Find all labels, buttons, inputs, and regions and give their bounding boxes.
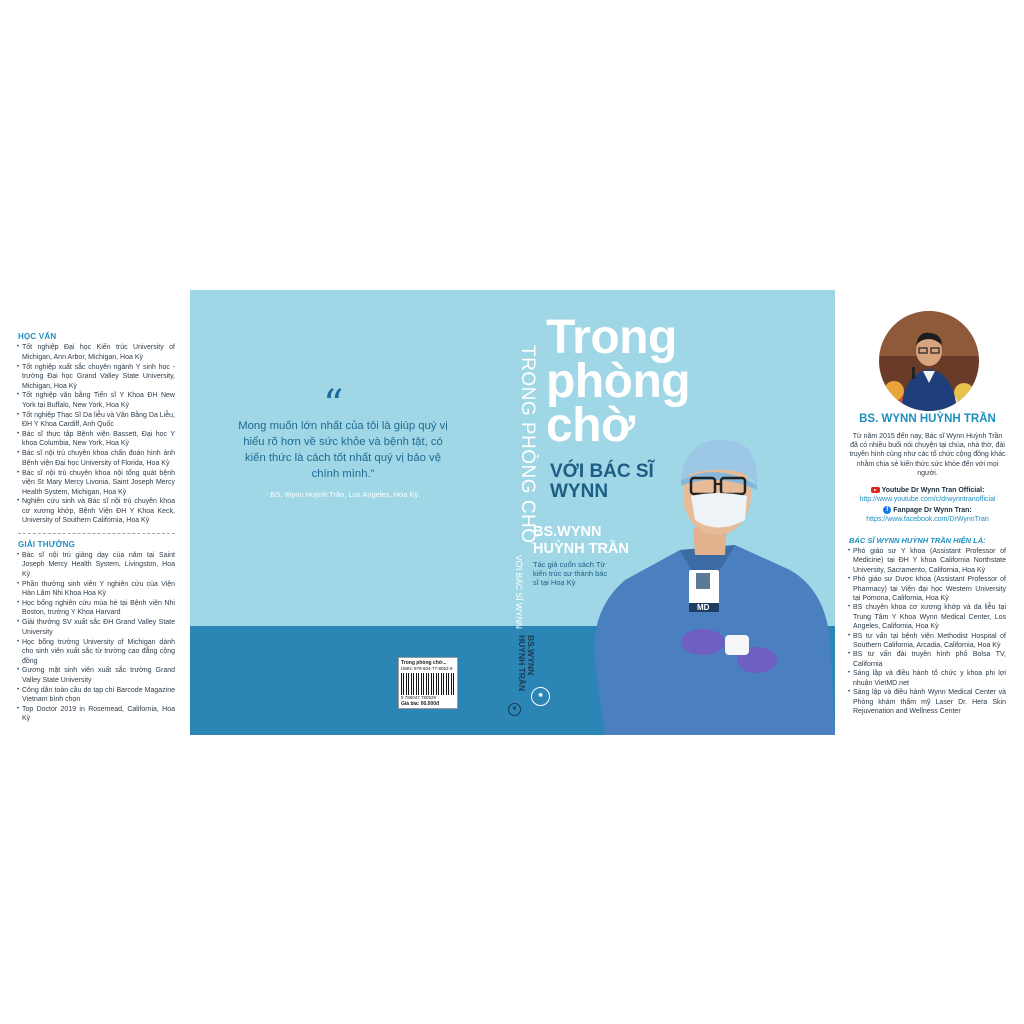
cover-title-line1: Trong [546,311,677,364]
list-item: • Tốt nghiệp văn bằng Tiến sĩ Y Khoa ĐH New York tại Buffalo, New York, Hoa Kỳ [18,391,175,410]
list-item: • Công dân toàn cầu do tạp chí Barcode Magazine Vietnam bình chọn [18,686,175,705]
youtube-section [849,486,1006,504]
list-item: • Gương mặt sinh viên xuất sắc trường Grand Valley State University [18,666,175,685]
facebook-label: Fanpage Dr Wynn Tran: [893,507,972,514]
youtube-link[interactable]: http://www.youtube.com/c/drwynntranofficial [859,496,996,503]
cover-subtitle-line2: WYNN [550,481,609,502]
cover-title-line2: phòng [546,355,691,408]
facebook-icon: f [883,506,891,514]
back-quote: Mong muốn lớn nhất của tôi là giúp quý vị hiểu rõ hơn về sức khỏe và bệnh tật, có kiến thức là cách tốt nhất quý vị bảo vệ chính mình.” [238,420,448,480]
left-flap [18,332,175,724]
doctor-illustration [585,410,835,735]
cover-author-line1: BS.WYNN [533,524,602,540]
author-name: BS. WYNN HUỲNH TRẦN [859,413,996,425]
list-item: • Tốt nghiệp xuất sắc chuyên ngành Y sinh học - trường Đại học Grand Valley State University, Michigan, Hoa Kỳ [18,363,175,391]
list-item: • Tốt nghiệp Thạc Sĩ Da liễu và Văn Bằng Da Liễu, ĐH Y Khoa Cardiff, Anh Quốc [18,411,175,430]
facebook-link[interactable]: https://www.facebook.com/DrWynnTran [866,516,989,523]
list-item: • Học bổng nghiên cứu mùa hè tại Bệnh viện Nhi Boston, trường Y Khoa Harvard [18,599,175,618]
list-item: • Giải thưởng SV xuất sắc ĐH Grand Valley State University [18,618,175,637]
facebook-section [849,506,1006,524]
spine-subtitle: VỚI BÁC SĨ WYNN [514,555,524,629]
cover-tagline: Tác giả cuốn sách Từ kiến trúc sư thành bác sĩ tại Hoa Kỳ [533,560,608,587]
author-photo [879,311,979,411]
list-item: • Sáng lập và điều hành tổ chức y khoa phi lợi nhuận VietMD.net [849,669,1006,688]
quote-source: - BS. Wynn Huỳnh Trần, Los Angeles, Hoa Kỳ. [265,490,421,499]
cover-author-line2: HUỲNH TRẦN [533,541,629,557]
barcode-price: Giá bìa: 00.000đ [401,701,440,707]
awards-title: GIẢI THƯỞNG [18,539,75,549]
list-item: • Phó giáo sư Y khoa (Assistant Professor of Medicine) tại ĐH Y khoa California Northstate University, Sacramento, California, Hoa Kỳ [849,547,1006,575]
list-item: • Bác sĩ thực tập Bệnh viện Bassett, Đại học Y khoa Columbia, New York, Hoa Kỳ [18,430,175,449]
divider [18,533,175,534]
list-item: • Bác sĩ nội trú giảng dạy của năm tại Saint Joseph Mercy Health System, Livingston, Hoa Kỳ [18,551,175,579]
list-item: • Nghiên cứu sinh và Bác sĩ nội trú chuyên khoa cơ xương khớp, Bệnh Viện ĐH Y Khoa Keck, University of Southern California, Hoa Kỳ [18,497,175,525]
barcode-title: Trong phòng chờ... [401,660,447,666]
barcode-isbn: ISBN: 978-604-77-8052-9 [401,666,453,671]
barcode-icon [401,673,455,695]
spine-title: TRONG PHÒNG CHỜ [517,345,538,546]
list-item: • Học bổng trường University of Michigan dành cho sinh viên xuất sắc từ trường cao đẳng cộng đồng [18,638,175,666]
list-item: • Tốt nghiệp Đại học Kiến trúc University of Michigan, Ann Arbor, Michigan, Hoa Kỳ [18,343,175,362]
youtube-label: Youtube Dr Wynn Tran Official: [881,487,985,494]
youtube-icon [871,487,880,493]
barcode-number: 9 786047 780529 [401,695,437,700]
list-item: • Bác sĩ nội trú chuyên khoa chẩn đoán hình ảnh Bệnh viện Đại học University of Florida, Hoa Kỳ [18,449,175,468]
list-item: • Phó giáo sư Dược khoa (Assistant Professor of Pharmacy) tại Viện đại học Western University tại Pomona, California, Hoa Kỳ [849,575,1006,603]
spine-author-line1: BS.WYNN [526,635,536,676]
current-positions-title: BÁC SĨ WYNN HUỲNH TRẦN HIỆN LÀ: [849,536,986,545]
spine-author-line2: HUỲNH TRẦN [517,635,527,692]
education-list [18,343,175,525]
list-item: • Sáng lập và điều hành Wynn Medical Center và Phòng khám thẩm mỹ Laser Dr. Hera Skin Rejuvenation and Wellness Center [849,688,1006,716]
book-cover [190,290,835,735]
list-item: • BS tư vấn tại bệnh viện Methodist Hospital of Southern California, Arcadia, California, Hoa Kỳ [849,632,1006,651]
barcode-label [398,657,458,709]
list-item: • Top Doctor 2019 in Rosemead, California, Hoa Kỳ [18,705,175,724]
awards-list [18,551,175,724]
education-title: HỌC VẤN [18,332,57,341]
publisher-logo-icon: ✺ [531,687,550,706]
cover-subtitle-line1: VỚI BÁC SĨ [550,461,654,482]
spine-author [517,635,535,691]
author-intro: Từ năm 2015 đến nay, Bác sĩ Wynn Huỳnh Trần đã có nhiều buổi nói chuyện tại chùa, nhà thờ, đài truyền hình cùng như các tổ chức cộng đồng khác nhằm chia sẻ kiến thức sức khỏe đến với mọi người. [849,433,1006,477]
current-positions-list [849,547,1006,716]
publisher-logo-icon: ❦ [508,703,521,716]
md-badge-text: MD [697,603,710,612]
quote-mark-icon: “ [323,382,344,428]
list-item: • Phần thưởng sinh viên Y nghiên cứu của Viện Hàn Lâm Nhi Khoa Hoa Kỳ [18,580,175,599]
list-item: • BS chuyên khoa cơ xương khớp và da liễu tại Trung Tâm Y Khoa Wynn Medical Center, Los Angeles, California, Hoa Kỳ [849,603,1006,631]
cover-title-line3: chờ [546,399,635,452]
list-item: • BS tư vấn đài truyền hình phố Bolsa TV, California [849,650,1006,669]
list-item: • Bác sĩ nội trú chuyên khoa nội tổng quát bệnh viện St Mary Mercy Livonia, Saint Joseph Mercy Health System, Michigan, Hoa Kỳ [18,469,175,497]
